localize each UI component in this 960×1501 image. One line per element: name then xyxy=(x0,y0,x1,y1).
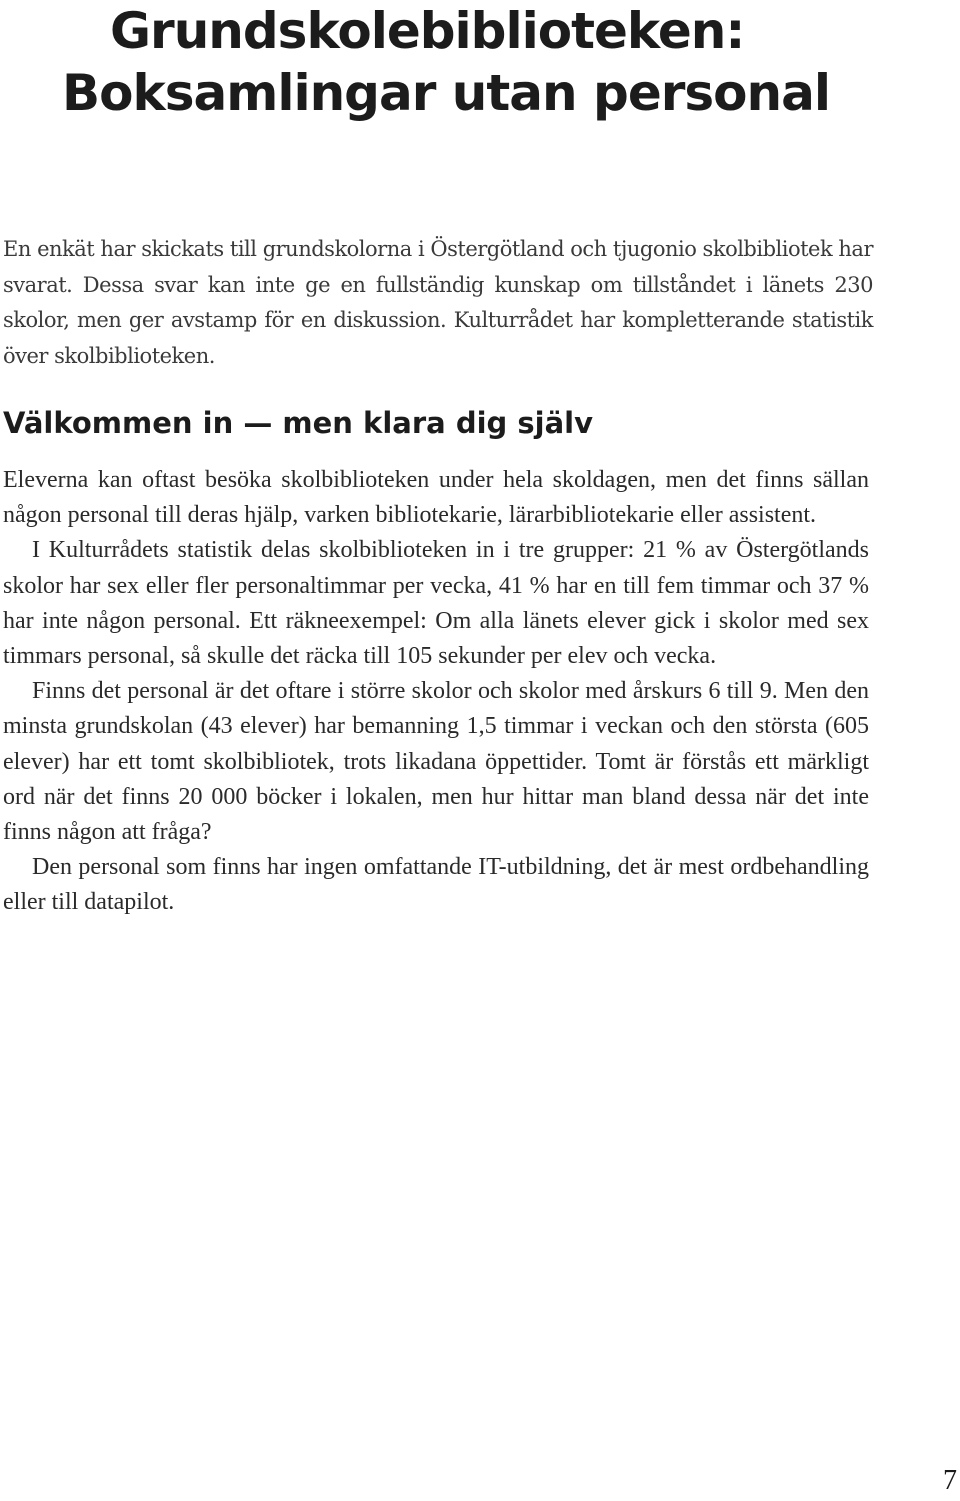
body-paragraph-1: Eleverna kan oftast besöka skolbiblioteken under hela skoldagen, men det finns sällan någon personal till deras hjälp, varken bibliotekarie, lärarbibliotekarie eller assistent. xyxy=(3,467,869,529)
intro-paragraph: En enkät har skickats till grundskolorna i Östergötland och tjugonio skolbibliotek har svarat. Dessa svar kan inte ge en fullständig kunskap om tillståndet i länets 230 skolor, men ger avstamp för en diskussion. Kulturrådet har kompletterande statistik över skolbiblioteken. xyxy=(3,237,873,368)
page-title xyxy=(62,0,922,124)
body-paragraph-2: I Kulturrådets statistik delas skolbiblioteken in i tre grupper: 21 % av Östergötlands skolor har sex eller fler personaltimmar per vecka, 41 % har en till fem timmar och 37 % har inte någon personal. Ett räkneexempel: Om alla länets elever gick i skolor med sex timmars personal, så skulle det räcka till 105 sekunder per elev och vecka. xyxy=(3,537,869,670)
page-title-line-2: Boksamlingar utan personal xyxy=(62,64,830,122)
section-heading: Välkommen in — men klara dig själv xyxy=(3,406,593,440)
page-title-line-1: Grundskolebiblioteken: xyxy=(110,2,745,60)
page-number: 7 xyxy=(943,1465,957,1496)
body-text xyxy=(3,463,869,921)
body-paragraph-3: Finns det personal är det oftare i större skolor och skolor med årskurs 6 till 9. Men den minsta grundskolan (43 elever) har bemanning 1,5 timmar i veckan och den största (605 elever) har ett tomt skolbibliotek, trots likadana öppettider. Tomt är förstås ett märkligt ord när det finns 20 000 böcker i lokalen, men hur hittar man bland dessa när det inte finns någon att fråga? xyxy=(3,678,869,846)
body-paragraph-4: Den personal som finns har ingen omfattande IT-utbildning, det är mest ordbehandling eller till datapilot. xyxy=(3,854,869,916)
